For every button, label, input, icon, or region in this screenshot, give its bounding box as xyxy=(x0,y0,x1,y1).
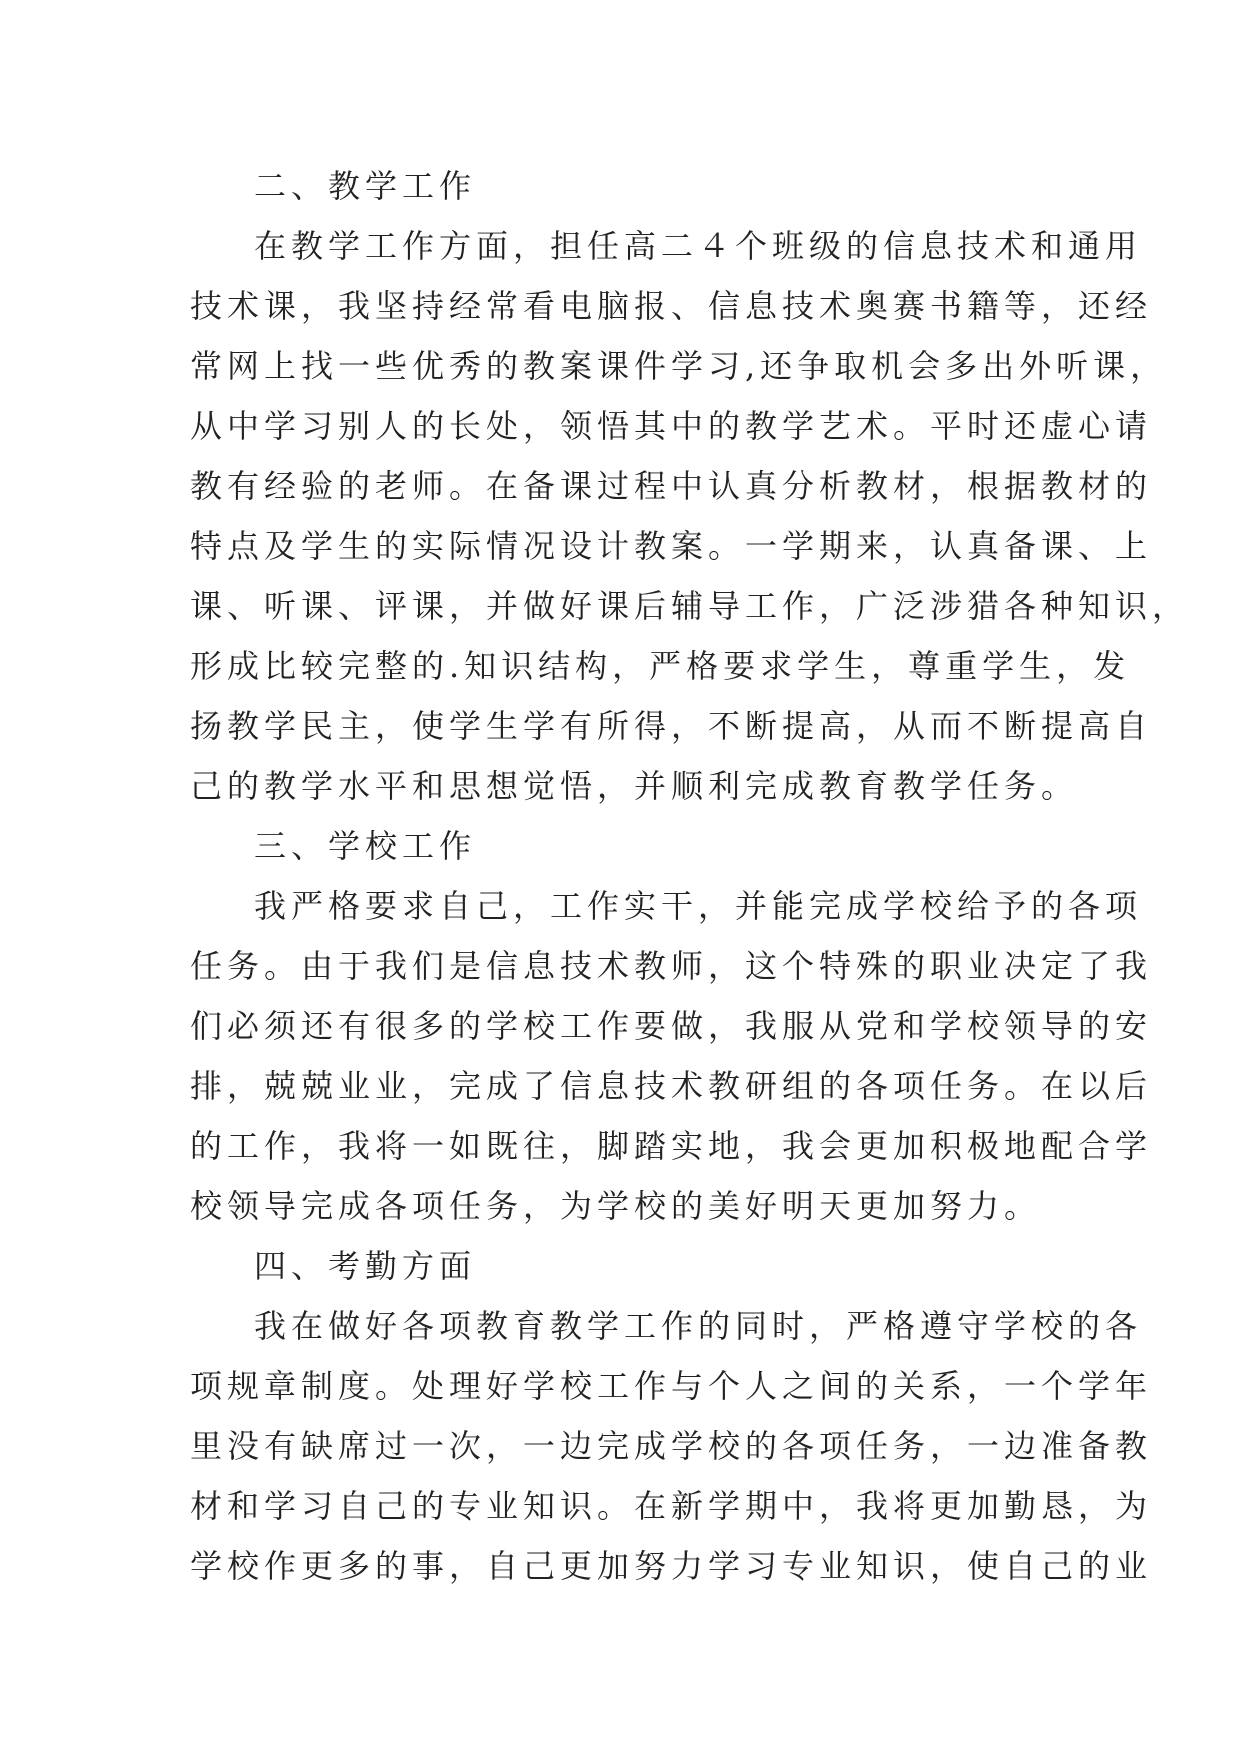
paragraph-line: 学校作更多的事，自己更加努力学习专业知识，使自己的业 xyxy=(190,1547,1153,1585)
paragraph-line: 从中学习别人的长处，领悟其中的教学艺术。平时还虚心请 xyxy=(190,407,1153,445)
paragraph-line: 材和学习自己的专业知识。在新学期中，我将更加勤恳，为 xyxy=(190,1487,1153,1525)
section-heading-school: 三、学校工作 xyxy=(254,827,477,865)
paragraph-line: 任务。由于我们是信息技术教师，这个特殊的职业决定了我 xyxy=(190,947,1153,985)
paragraph-line: 项规章制度。处理好学校工作与个人之间的关系，一个学年 xyxy=(190,1367,1153,1405)
paragraph-line: 扬教学民主，使学生学有所得，不断提高，从而不断提高自 xyxy=(190,707,1153,745)
paragraph-line: 我严格要求自己，工作实干，并能完成学校给予的各项 xyxy=(254,887,1143,925)
paragraph-line: 常网上找一些优秀的教案课件学习,还争取机会多出外听课， xyxy=(190,347,1168,385)
paragraph-line: 教有经验的老师。在备课过程中认真分析教材，根据教材的 xyxy=(190,467,1153,505)
document-body xyxy=(190,156,1190,1596)
paragraph-line: 校领导完成各项任务，为学校的美好明天更加努力。 xyxy=(190,1187,1042,1225)
paragraph-line: 里没有缺席过一次，一边完成学校的各项任务，一边准备教 xyxy=(190,1427,1153,1465)
paragraph-line: 己的教学水平和思想觉悟，并顺利完成教育教学任务。 xyxy=(190,767,1079,805)
paragraph-line: 排，兢兢业业，完成了信息技术教研组的各项任务。在以后 xyxy=(190,1067,1153,1105)
paragraph-line: 们必须还有很多的学校工作要做，我服从党和学校领导的安 xyxy=(190,1007,1153,1045)
paragraph-line: 在教学工作方面，担任高二４个班级的信息技术和通用 xyxy=(254,227,1143,265)
paragraph-line: 技术课，我坚持经常看电脑报、信息技术奥赛书籍等，还经 xyxy=(190,287,1153,325)
section-heading-attendance: 四、考勤方面 xyxy=(254,1247,477,1285)
paragraph-line: 我在做好各项教育教学工作的同时，严格遵守学校的各 xyxy=(254,1307,1143,1345)
paragraph-line: 形成比较完整的.知识结构，严格要求学生，尊重学生，发 xyxy=(190,647,1131,685)
paragraph-line: 课、听课、评课，并做好课后辅导工作，广泛涉猎各种知识， xyxy=(190,587,1190,625)
paragraph-line: 特点及学生的实际情况设计教案。一学期来，认真备课、上 xyxy=(190,527,1153,565)
section-heading-teaching: 二、教学工作 xyxy=(254,167,477,205)
paragraph-line: 的工作，我将一如既往，脚踏实地，我会更加积极地配合学 xyxy=(190,1127,1153,1165)
